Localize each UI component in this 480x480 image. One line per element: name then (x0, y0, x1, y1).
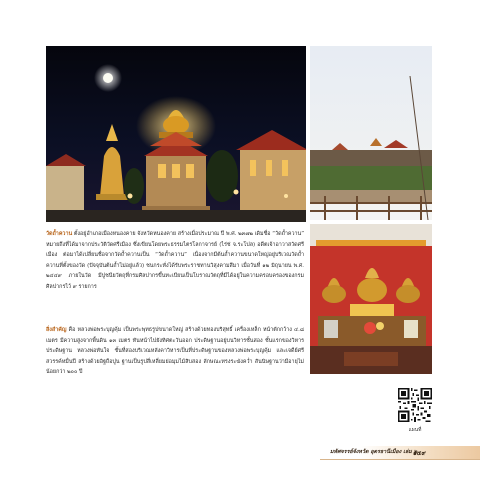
buddha-shrine-illustration (310, 224, 432, 374)
description-paragraph (46, 229, 304, 293)
book-title: มหัศจรรย์จังหวัด อุดรธานีเมือง เล่ม ๒ (330, 449, 418, 455)
riverside-illustration (310, 46, 432, 220)
map-qr-code[interactable] (398, 388, 432, 422)
page-number: ๑๕๙ (413, 450, 426, 457)
temple-night-illustration (46, 46, 306, 222)
qr-caption: แผนที่ (408, 427, 422, 433)
qr-code-icon (398, 388, 432, 422)
buddha-shrine-photo (310, 224, 432, 374)
riverside-photo (310, 46, 432, 220)
moon (103, 73, 113, 83)
temple-name-keyword: วัดถ้ำควาน (46, 231, 73, 237)
description-text: ตั้งอยู่อำเภอเมืองหนองคาย จังหวัดหนองคาย สร้างเมื่อประมาณ ปี พ.ศ. ๒๓๗๒ เดิมชื่อ “วัดถ้ำควาน” หมายถึงที่ได้มาจากประวัติวัดศรีเมือง ซึ่งเขียนโดยพระธรรมไตรโลกาจารย์ (ไร่ช่ จ.ระโปล) อดีตเจ้าอาวาสวัดศรีเมือง ต่อมาได้เปลี่ยนชื่อจากวัดถ้ำควานเป็น “วัดถ้ำควาน” เนื่องจากมีต้นถ้ำควานขนาดใหญ่อยู่บริเวณวัดถ้ำควานที่ตั้งของวัด (ปัจจุบันต้นถ้ำไม่อยู่แล้ว) ชนกระทั่งได้รับพระราชทานวิสุงคามสีมา เมื่อวันที่ ๑๒ มิถุนายน พ.ศ. ๒๔๔๙ ภายในวัด มีปูชนียวัตถุที่กรมศิลปากรขึ้นทะเบียนเป็นโบราณวัตถุที่มีได้อยู่ในความครอบครองของกรมศิลปากรไว้ ๙ รายการ (46, 231, 304, 290)
highlights-keyword: สิ่งสำคัญ (46, 327, 67, 333)
highlights-text: คือ หลวงพ่อพระบุญคุ้ม เป็นพระพุทธรูปขนาดใหญ่ สร้างด้วยทองบริสุทธิ์ เครื่องเหล็ก หน้าตักกว้าง ๔.๘ เมตร มีความสูงจากพื้นดิน ๑๓ เมตร ทันหน้าไปยังทิศตะวันออก ประดิษฐานอยู่บนวิหารชั้นสอง ชั้นแรกของวิหารประดิษฐาน หลวงพ่อทันใจ ชั้นที่สองบริเวณหลังคาวิหารเป็นที่ประดิษฐานของหลวงพ่อพระบุญคุ้ม และเจดีย์ศรีสวรรค์หมื่นปี สร้างด้วยอิฐถือปูน ฐานเป็นรูปสี่เหลี่ยมย่อมุมไม้สิบสอง ลักษณะทรงระฆังคว่ำ สันนิษฐานว่ามีอายุไม่น้อยกว่า ๒๐๐ ปี (46, 327, 304, 376)
temple-night-photo (46, 46, 306, 222)
highlights-paragraph (46, 325, 304, 378)
footer-rule (320, 459, 480, 460)
